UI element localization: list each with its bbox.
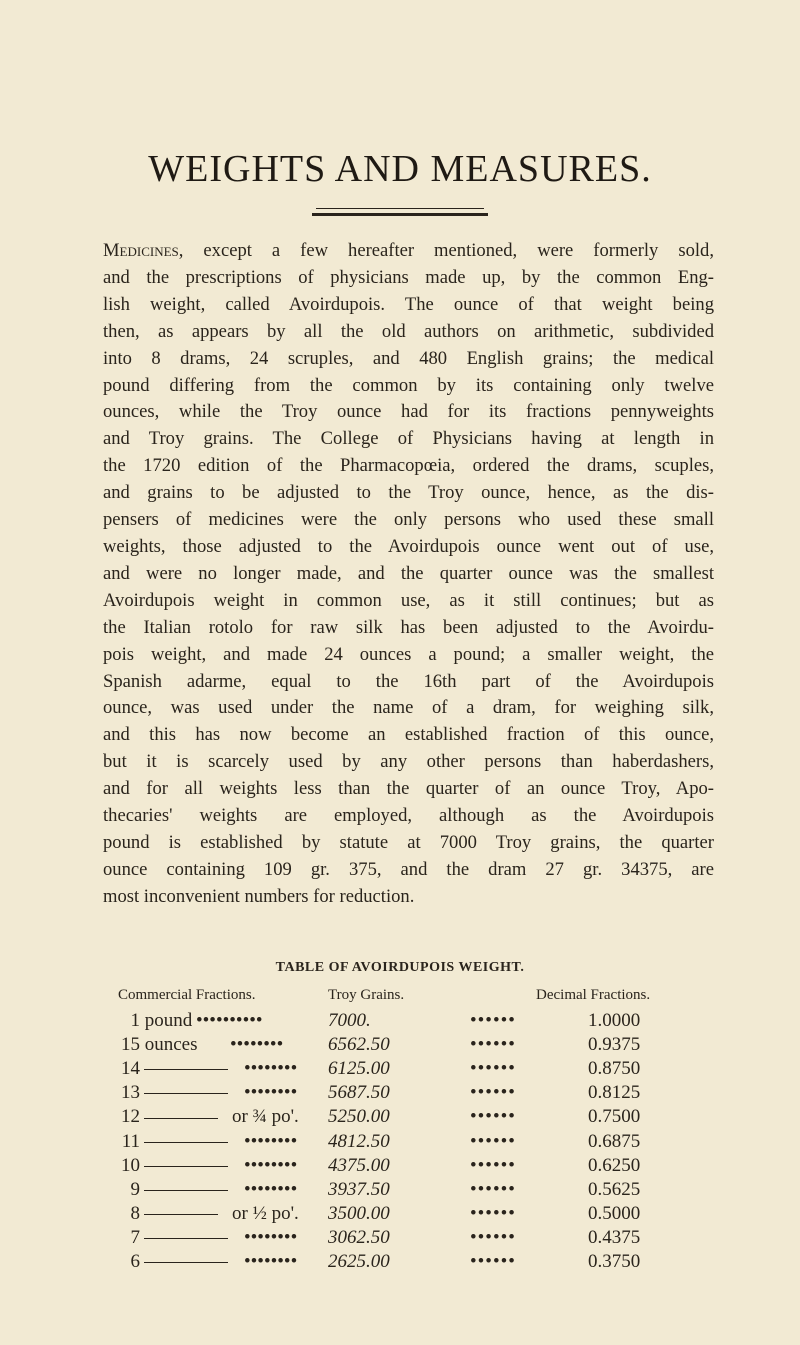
text-line: thecaries' weights are employed, although as the Avoirdupois xyxy=(103,805,714,827)
ditto-dash xyxy=(144,1166,228,1167)
text-line: most inconvenient numbers for reduction. xyxy=(103,885,415,907)
text-line: pois weight, and made 24 ounces a pound; a smaller weight, the xyxy=(103,643,714,665)
row-leader: •••••••• xyxy=(230,1034,284,1056)
text-line: but it is scarcely used by any other persons than haberdashers, xyxy=(103,751,714,773)
text-line: pound differing from the common by its containing only twelve xyxy=(103,374,714,396)
table-title: TABLE OF AVOIRDUPOIS WEIGHT. xyxy=(275,960,525,975)
ditto-dash xyxy=(144,1118,218,1119)
troy-grains: 3937.50 xyxy=(328,1178,390,1200)
commercial-fraction xyxy=(118,1131,234,1153)
row-number: 1 xyxy=(130,1010,140,1031)
commercial-fraction xyxy=(118,1106,224,1128)
troy-grains: 3062.50 xyxy=(328,1226,390,1248)
decimal-fraction: 1.0000 xyxy=(588,1010,641,1031)
troy-grains: 3500.00 xyxy=(328,1202,390,1224)
commercial-fraction xyxy=(118,1155,234,1177)
text-line: the 1720 edition of the Pharmacopœia, ordered the drams, scuples, xyxy=(103,455,714,477)
decimal-fraction: 0.4375 xyxy=(588,1226,641,1248)
dot-leader: •••••• xyxy=(470,1202,516,1224)
decimal-fraction: 0.8750 xyxy=(588,1058,641,1080)
dot-leader: •••••• xyxy=(470,1251,516,1272)
row-label: pound xyxy=(140,1010,193,1031)
dot-leader: •••••• xyxy=(470,1130,516,1152)
row-leader: or ¾ po'. xyxy=(232,1106,299,1128)
troy-grains: 5250.00 xyxy=(328,1106,390,1128)
row-number: 8 xyxy=(130,1202,140,1224)
table-row xyxy=(0,1082,800,1106)
table-row xyxy=(0,1155,800,1179)
column-header-decimal: Decimal Fractions. xyxy=(536,987,651,1003)
ditto-dash xyxy=(144,1069,228,1070)
lead-word: Medicines, xyxy=(103,240,184,261)
decimal-fraction: 0.8125 xyxy=(588,1082,641,1104)
row-number: 9 xyxy=(130,1178,140,1200)
text-line: ounces, while the Troy ounce had for its fractions pennyweights xyxy=(103,401,714,423)
troy-grains: 5687.50 xyxy=(328,1082,390,1104)
row-label: ounces xyxy=(140,1034,198,1056)
text-line: and this has now become an established fraction of this ounce, xyxy=(103,724,714,746)
text-line xyxy=(103,238,714,265)
commercial-fraction xyxy=(118,1203,224,1225)
text-line: and were no longer made, and the quarter ounce was the smallest xyxy=(103,562,714,584)
row-leader: •••••••••• xyxy=(196,1010,263,1031)
row-leader: or ½ po'. xyxy=(232,1202,299,1224)
text-line: weights, those adjusted to the Avoirdupois ounce went out of use, xyxy=(103,535,714,557)
title-rule-thick xyxy=(312,213,488,216)
commercial-fraction xyxy=(118,1010,192,1032)
row-leader: •••••••• xyxy=(244,1058,298,1080)
row-leader: •••••••• xyxy=(244,1178,298,1200)
commercial-fraction xyxy=(118,1251,234,1273)
title-rule xyxy=(316,208,484,209)
commercial-fraction xyxy=(118,1058,234,1080)
page-title: WEIGHTS AND MEASURES. xyxy=(148,148,652,190)
table-row xyxy=(0,1106,800,1130)
troy-grains: 4812.50 xyxy=(328,1130,390,1152)
ditto-dash xyxy=(144,1093,228,1094)
text-line: pound is established by statute at 7000 Troy grains, the quarter xyxy=(103,831,714,853)
text-line: Avoirdupois weight in common use, as it still continues; but as xyxy=(103,589,714,611)
row-number: 14 xyxy=(121,1058,140,1080)
dot-leader: •••••• xyxy=(470,1058,516,1080)
decimal-fraction: 0.6250 xyxy=(588,1154,641,1176)
first-line-rest: except a few hereafter mentioned, were formerly sold, xyxy=(183,240,714,261)
troy-grains: 4375.00 xyxy=(328,1154,390,1176)
row-number: 13 xyxy=(121,1082,140,1104)
table-row xyxy=(0,1179,800,1203)
table-row xyxy=(0,1034,800,1058)
ditto-dash xyxy=(144,1238,228,1239)
dot-leader: •••••• xyxy=(470,1010,516,1031)
decimal-fraction: 0.5625 xyxy=(588,1178,641,1200)
table-row xyxy=(0,1227,800,1251)
row-leader: •••••••• xyxy=(244,1226,298,1248)
row-number: 12 xyxy=(121,1106,140,1128)
row-leader: •••••••• xyxy=(244,1251,298,1272)
decimal-fraction: 0.9375 xyxy=(588,1034,641,1056)
text-line: and grains to be adjusted to the Troy ounce, hence, as the dis- xyxy=(103,482,714,504)
dot-leader: •••••• xyxy=(470,1106,516,1128)
dot-leader: •••••• xyxy=(470,1178,516,1200)
table-row xyxy=(0,1131,800,1155)
text-line: and the prescriptions of physicians made up, by the common Eng- xyxy=(103,266,714,288)
decimal-fraction: 0.6875 xyxy=(588,1130,641,1152)
row-number: 7 xyxy=(130,1226,140,1248)
dot-leader: •••••• xyxy=(470,1154,516,1176)
commercial-fraction xyxy=(118,1082,234,1104)
text-line: ounce, was used under the name of a dram, for weighing silk, xyxy=(103,697,714,719)
text-line: ounce containing 109 gr. 375, and the dram 27 gr. 34375, are xyxy=(103,858,714,880)
ditto-dash xyxy=(144,1214,218,1215)
troy-grains: 6125.00 xyxy=(328,1058,390,1080)
row-leader: •••••••• xyxy=(244,1130,298,1152)
dot-leader: •••••• xyxy=(470,1082,516,1104)
row-number: 10 xyxy=(121,1154,140,1176)
text-line: and Troy grains. The College of Physicians having at length in xyxy=(103,428,714,450)
table-row xyxy=(0,1058,800,1082)
text-line: the Italian rotolo for raw silk has been adjusted to the Avoirdu- xyxy=(103,616,714,638)
dot-leader: •••••• xyxy=(470,1226,516,1248)
ditto-dash xyxy=(144,1190,228,1191)
row-leader: •••••••• xyxy=(244,1082,298,1104)
table-row xyxy=(0,1010,800,1034)
table-row xyxy=(0,1251,800,1275)
troy-grains: 2625.00 xyxy=(328,1251,390,1272)
commercial-fraction xyxy=(118,1034,198,1056)
decimal-fraction: 0.3750 xyxy=(588,1251,641,1272)
table-row xyxy=(0,1203,800,1227)
decimal-fraction: 0.5000 xyxy=(588,1202,641,1224)
decimal-fraction: 0.7500 xyxy=(588,1106,641,1128)
troy-grains: 6562.50 xyxy=(328,1034,390,1056)
row-number: 11 xyxy=(121,1130,140,1152)
text-line: lish weight, called Avoirdupois. The ounce of that weight being xyxy=(103,293,714,315)
text-line: Spanish adarme, equal to the 16th part of the Avoirdupois xyxy=(103,670,714,692)
row-number: 15 xyxy=(121,1034,140,1056)
body-paragraph xyxy=(103,238,714,911)
troy-grains: 7000. xyxy=(328,1010,371,1031)
text-line: and for all weights less than the quarter of an ounce Troy, Apo- xyxy=(103,778,714,800)
column-header-commercial: Commercial Fractions. xyxy=(118,987,256,1003)
dot-leader: •••••• xyxy=(470,1034,516,1056)
row-number: 6 xyxy=(130,1251,140,1272)
text-line: then, as appears by all the old authors on arithmetic, subdivided xyxy=(103,320,714,342)
column-header-troy: Troy Grains. xyxy=(328,987,405,1003)
ditto-dash xyxy=(144,1142,228,1143)
text-line: into 8 drams, 24 scruples, and 480 English grains; the medical xyxy=(103,347,714,369)
row-leader: •••••••• xyxy=(244,1154,298,1176)
ditto-dash xyxy=(144,1262,228,1263)
text-line: pensers of medicines were the only persons who used these small xyxy=(103,509,714,531)
commercial-fraction xyxy=(118,1227,234,1249)
commercial-fraction xyxy=(118,1179,234,1201)
